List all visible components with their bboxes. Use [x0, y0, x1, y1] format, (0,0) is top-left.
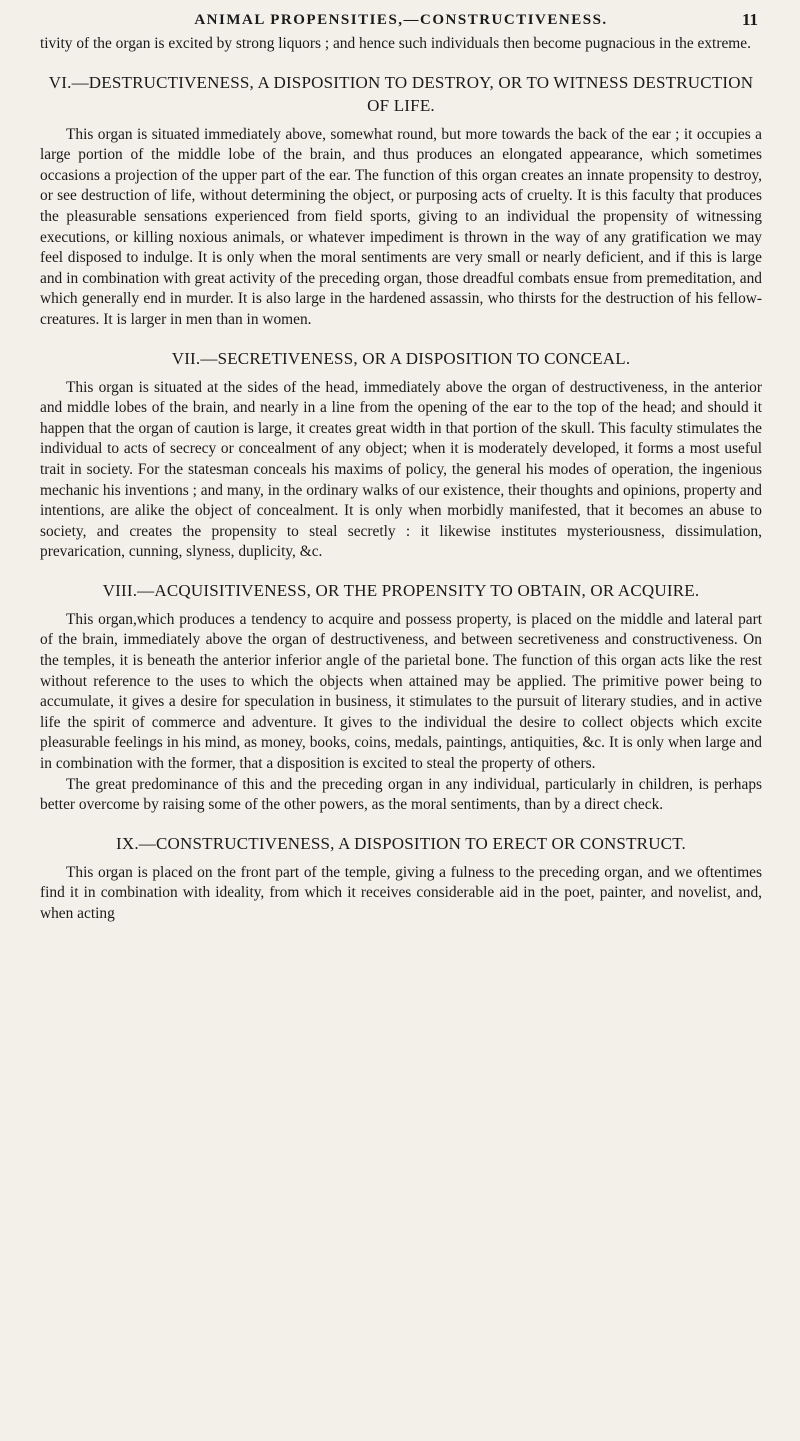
intro-paragraph: tivity of the organ is excited by strong liquors ; and hence such individuals then become pugnacious in the extreme. [40, 35, 751, 52]
section-secretiveness [40, 347, 762, 563]
section-heading-destructiveness: VI.—DESTRUCTIVENESS, A DISPOSITION TO DESTROY, OR TO WITNESS DESTRUCTION OF LIFE. [48, 72, 754, 115]
section-paragraph: This organ is situated immediately above, somewhat round, but more towards the back of the ear ; it occupies a large portion of the middle lobe of the brain, and thus produces an elongated appearance, which sometimes occasions a projection of the upper part of the ear. The function of this organ creates an innate propensity to destroy, or see destruction of life, without determining the object, or purposing acts of cruelty. It is this faculty that produces the pleasurable sensations experienced from field sports, giving to an individual the propensity of witnessing executions, or killing noxious animals, or whatever impediment is thrown in the way of any gratification we may feel disposed to indulge. It is only when the moral sentiments are very small or nearly deficient, and if this is large and in combination with great activity of the preceding organ, those dreadful combats ensue from premeditation, and which generally end in murder. It is also large in the hardened assassin, who thirsts for the destruction of his fellow-creatures. It is larger in men than in women. [40, 125, 762, 328]
section-paragraph: This organ,which produces a tendency to acquire and possess property, is placed on the middle and lateral part of the brain, immediately above the organ of destructiveness, and between secretiveness and constructiveness. On the temples, it is beneath the anterior inferior angle of the parietal bone. The function of this organ acts like the rest without reference to the uses to which the objects when attained may be applied. The primitive power being to accumulate, it gives a desire for speculation in business, it stimulates to the pursuit of literary studies, and in active life the spirit of commerce and adventure. It gives to the individual the desire to collect objects which excite pleasurable feelings in his mind, as money, books, coins, medals, paintings, antiquities, &c. It is only when large and in combination with the former, that a disposition is excited to steal the property of others. [40, 610, 762, 773]
running-head-title: ANIMAL PROPENSITIES,—CONSTRUCTIVENESS. [194, 12, 608, 28]
section-heading-secretiveness: VII.—SECRETIVENESS, OR A DISPOSITION TO CONCEAL. [171, 348, 631, 368]
section-paragraph: This organ is situated at the sides of the head, immediately above the organ of destructiveness, in the anterior and middle lobes of the brain, and nearly in a line from the opening of the ear to the top of the head; and should it happen that the organ of caution is large, it creates great width in that portion of the skull. This faculty stimulates the individual to acts of secrecy or concealment of any object; when it is moderately developed, it forms a most useful trait in society. For the statesman conceals his maxims of policy, the general his modes of operation, the ingenious mechanic his inventions ; and many, in the ordinary walks of our existence, their thoughts and opinions, property and intentions, are alike the object of concealment. It is only when morbidly manifested, that it becomes an abuse to society, and creates the propensity to steal secretly : it likewise institutes mysteriousness, dissimulation, prevarication, cunning, slyness, duplicity, &c. [40, 378, 762, 561]
section-paragraph: This organ is placed on the front part of the temple, giving a fulness to the preceding organ, and we oftentimes find it in combination with ideality, from which it receives considerable aid in the poet, painter, and novelist, and, when acting [40, 863, 762, 922]
section-heading-constructiveness: IX.—CONSTRUCTIVENESS, A DISPOSITION TO ERECT OR CONSTRUCT. [116, 833, 686, 853]
section-constructiveness [40, 832, 762, 925]
section-acquisitiveness [40, 579, 762, 816]
page-number: 11 [741, 10, 758, 29]
running-head [40, 8, 762, 34]
section-heading-acquisitiveness: VIII.—ACQUISITIVENESS, OR THE PROPENSITY TO OBTAIN, OR ACQUIRE. [102, 580, 700, 600]
section-destructiveness [40, 71, 762, 331]
section-paragraph: The great predominance of this and the preceding organ in any individual, particularly in children, is perhaps better overcome by raising some of the other powers, as the moral sentiments, than by a direct check. [40, 775, 762, 814]
